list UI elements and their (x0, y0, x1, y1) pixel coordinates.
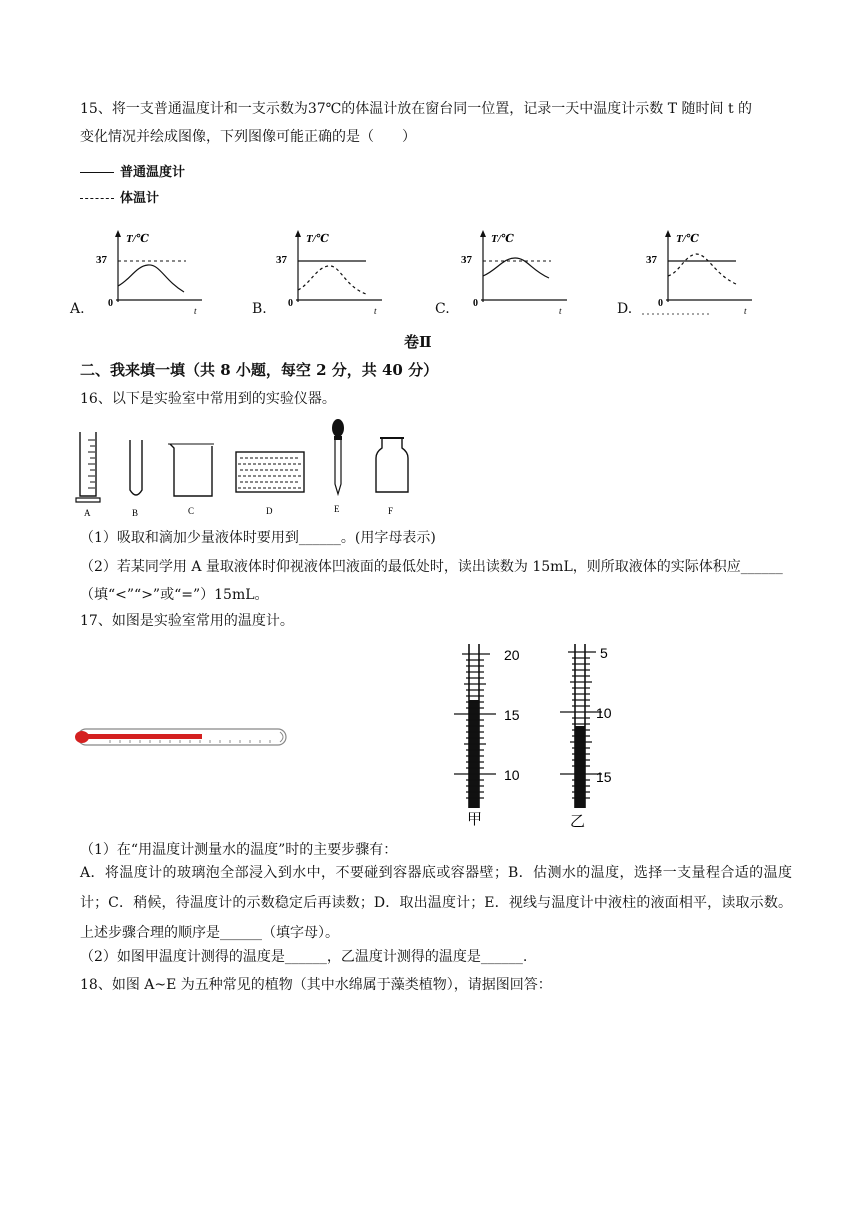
dropper-icon (332, 419, 344, 494)
yi-label: 乙 (570, 814, 586, 830)
graduated-cylinder-icon (76, 432, 100, 502)
lab-instruments-figure (70, 418, 430, 518)
graph-c-origin: 0 (473, 298, 478, 309)
lab-thermometer-figure (70, 722, 292, 752)
instrument-label-e: E (334, 504, 340, 514)
instrument-label-a: A (84, 508, 91, 518)
q16-sub1: （1）吸取和滴加少量液体时要用到______。(用字母表示) (80, 530, 436, 546)
instrument-label-c: C (188, 506, 195, 516)
graph-d-xlabel: t (744, 306, 747, 316)
graph-a-xlabel: t (194, 306, 197, 316)
q17-sub2: （2）如图甲温度计测得的温度是______，乙温度计测得的温度是______. (80, 949, 528, 965)
graph-d-ylabel: T/℃ (676, 233, 699, 245)
graph-b-ylabel: T/℃ (306, 233, 329, 245)
volume-title: 卷Ⅱ (404, 333, 432, 351)
graph-d-origin: 0 (658, 298, 663, 309)
test-tube-icon (130, 440, 142, 495)
graph-c (455, 228, 585, 320)
q15-stem-line2: 变化情况并绘成图像，下列图像可能正确的是（ ） (80, 129, 416, 145)
section2-title: 二、我来填一填（共 8 小题，每空 2 分，共 40 分） (80, 361, 439, 379)
legend-dashed: 体温计 (80, 187, 159, 206)
instrument-label-d: D (266, 506, 273, 516)
water-trough-icon (236, 452, 304, 492)
thermometer-jia (452, 640, 542, 830)
graph-a-ylabel: T/℃ (126, 233, 149, 245)
graph-a-origin: 0 (108, 298, 113, 309)
beaker-icon (168, 444, 214, 496)
yi-tick-5: 5 (600, 645, 608, 661)
instrument-label-f: F (388, 506, 394, 516)
option-d-label: D. (617, 301, 633, 317)
thermometer-yi (558, 640, 648, 830)
q17-sub1-body: A．将温度计的玻璃泡全部浸入到水中，不要碰到容器底或容器壁；B．估测水的温度，选择一支量程合适的温度计；C．稍候，待温度计的示数稳定后再读数；D．取出温度计；E．视线与温度计中液柱的液面相平，读取示数。上述步骤合理的顺序是______（填字母）。 (80, 865, 792, 941)
graph-d-level: 37 (646, 254, 657, 266)
q16-stem: 16、以下是实验室中常用到的实验仪器。 (80, 391, 336, 407)
graph-a-level: 37 (96, 254, 107, 266)
option-b-label: B. (252, 301, 267, 317)
q15-stem-line1: 15、将一支普通温度计和一支示数为37℃的体温计放在窗台同一位置，记录一天中温度计示数 T 随时间 t 的 (80, 101, 753, 117)
graph-c-xlabel: t (559, 306, 562, 316)
jia-label: 甲 (467, 812, 483, 828)
graph-a (90, 228, 220, 320)
graph-c-level: 37 (461, 254, 472, 266)
graph-b (270, 228, 400, 320)
q17-sub1-title: （1）在“用温度计测量水的温度”时的主要步骤有： (80, 842, 398, 858)
graph-d (640, 228, 770, 320)
jia-tick-20: 20 (504, 647, 520, 663)
graph-c-ylabel: T/℃ (491, 233, 514, 245)
graph-b-xlabel: t (374, 306, 377, 316)
option-c-label: C. (435, 301, 450, 317)
yi-tick-15: 15 (596, 769, 612, 785)
q18-stem: 18、如图 A~E 为五种常见的植物（其中水绵属于藻类植物），请据图回答： (80, 977, 552, 993)
instrument-label-b: B (132, 508, 139, 518)
yi-tick-10: 10 (596, 705, 612, 721)
reagent-bottle-icon (376, 438, 408, 492)
q17-stem: 17、如图是实验室常用的温度计。 (80, 613, 294, 629)
jia-tick-10: 10 (504, 767, 520, 783)
graph-b-origin: 0 (288, 298, 293, 309)
jia-tick-15: 15 (504, 707, 520, 723)
q16-sub2-line1: （2）若某同学用 A 量取液体时仰视液体凹液面的最低处时，读出读数为 15mL，则所取液体的实际体积应______ (80, 559, 783, 575)
option-a-label: A. (70, 301, 85, 317)
legend-solid: 普通温度计 (80, 161, 185, 180)
graph-b-level: 37 (276, 254, 287, 266)
q16-sub2-line2: （填“<”“>”或“=”）15mL。 (80, 587, 269, 603)
